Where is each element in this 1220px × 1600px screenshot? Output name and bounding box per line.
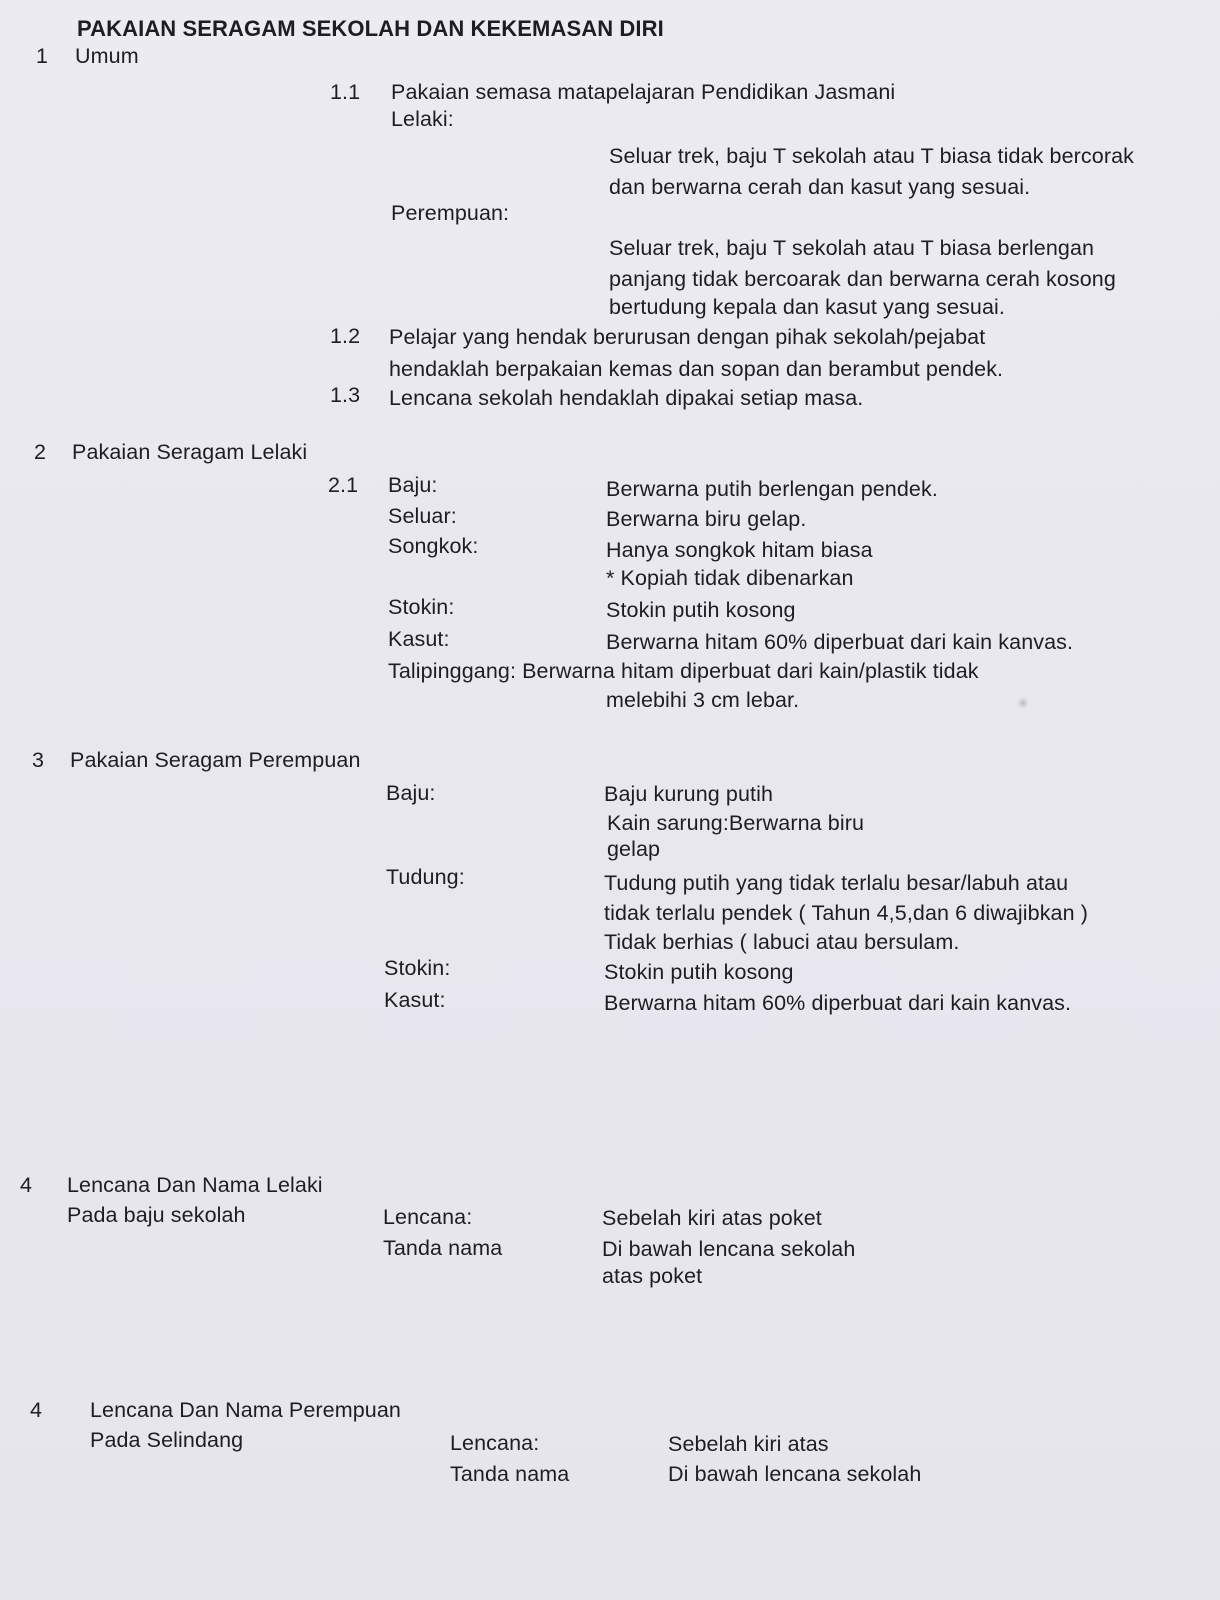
paper-speck xyxy=(1017,697,1029,709)
item-text: Lencana sekolah hendaklah dipakai setiap masa. xyxy=(389,386,864,410)
row-value: gelap xyxy=(607,837,661,861)
row-label: Baju: xyxy=(386,781,436,805)
section-number: 3 xyxy=(32,748,45,772)
row-value: Sebelah kiri atas xyxy=(668,1432,829,1456)
item-description: bertudung kepala dan kasut yang sesuai. xyxy=(609,295,1005,319)
row-label: Baju: xyxy=(388,473,438,497)
row-value: Berwarna biru gelap. xyxy=(606,507,807,531)
row-label: Kasut: xyxy=(388,627,450,651)
row-value: Stokin putih kosong xyxy=(604,960,794,984)
row-label: Kasut: xyxy=(384,988,446,1012)
row-label: Talipinggang: Berwarna hitam diperbuat dari kain/plastik tidak xyxy=(388,659,979,683)
section-number: 4 xyxy=(20,1173,33,1197)
item-description: dan berwarna cerah dan kasut yang sesuai. xyxy=(609,175,1031,199)
row-value: atas poket xyxy=(602,1264,703,1288)
section-heading: Lencana Dan Nama Perempuan xyxy=(90,1398,401,1422)
section-heading: Pakaian Seragam Lelaki xyxy=(72,440,308,464)
section-number: 2 xyxy=(34,440,47,464)
section-subheading: Pada baju sekolah xyxy=(67,1203,246,1227)
row-value: Berwarna putih berlengan pendek. xyxy=(606,477,938,501)
item-text: Pelajar yang hendak berurusan dengan pihak sekolah/pejabat xyxy=(389,325,986,349)
section-heading: Lencana Dan Nama Lelaki xyxy=(67,1173,323,1197)
row-label: Tanda nama xyxy=(450,1462,570,1486)
row-value: Di bawah lencana sekolah xyxy=(602,1237,856,1261)
row-value: Sebelah kiri atas poket xyxy=(602,1206,822,1230)
item-number: 1.1 xyxy=(330,80,361,104)
item-label: Lelaki: xyxy=(391,107,454,131)
row-value: Tudung putih yang tidak terlalu besar/labuh atau xyxy=(604,871,1069,895)
row-value: melebihi 3 cm lebar. xyxy=(606,688,800,712)
item-label: Perempuan: xyxy=(391,201,510,225)
row-value: Baju kurung putih xyxy=(604,782,774,806)
row-value: tidak terlalu pendek ( Tahun 4,5,dan 6 diwajibkan ) xyxy=(604,901,1088,925)
item-description: panjang tidak bercoarak dan berwarna cerah kosong xyxy=(609,267,1116,291)
section-number: 1 xyxy=(36,44,49,68)
item-text: Pakaian semasa matapelajaran Pendidikan Jasmani xyxy=(391,80,896,104)
section-heading: Pakaian Seragam Perempuan xyxy=(70,748,361,772)
row-label: Lencana: xyxy=(383,1205,473,1229)
row-value: Tidak berhias ( labuci atau bersulam. xyxy=(604,930,960,954)
item-description: Seluar trek, baju T sekolah atau T biasa tidak bercorak xyxy=(609,144,1134,168)
section-subheading: Pada Selindang xyxy=(90,1428,244,1452)
row-value: Di bawah lencana sekolah xyxy=(668,1462,922,1486)
row-label: Tanda nama xyxy=(383,1236,503,1260)
item-number: 2.1 xyxy=(328,473,359,497)
row-label: Tudung: xyxy=(386,865,465,889)
item-text: hendaklah berpakaian kemas dan sopan dan berambut pendek. xyxy=(389,357,1004,381)
item-number: 1.2 xyxy=(330,324,361,348)
section-heading: Umum xyxy=(75,44,139,68)
row-value: Berwarna hitam 60% diperbuat dari kain kanvas. xyxy=(606,630,1074,654)
row-value: Berwarna hitam 60% diperbuat dari kain kanvas. xyxy=(604,991,1072,1015)
row-label: Stokin: xyxy=(388,595,455,619)
row-value: * Kopiah tidak dibenarkan xyxy=(606,566,854,590)
item-description: Seluar trek, baju T sekolah atau T biasa berlengan xyxy=(609,236,1095,260)
row-value: Hanya songkok hitam biasa xyxy=(606,538,873,562)
row-value: Kain sarung:Berwarna biru xyxy=(607,811,865,835)
item-number: 1.3 xyxy=(330,383,361,407)
document-title: PAKAIAN SERAGAM SEKOLAH DAN KEKEMASAN DIRI xyxy=(77,16,664,41)
row-value: Stokin putih kosong xyxy=(606,598,796,622)
section-number: 4 xyxy=(30,1398,43,1422)
row-label: Stokin: xyxy=(384,956,451,980)
row-label: Songkok: xyxy=(388,534,479,558)
row-label: Seluar: xyxy=(388,504,457,528)
row-label: Lencana: xyxy=(450,1431,540,1455)
